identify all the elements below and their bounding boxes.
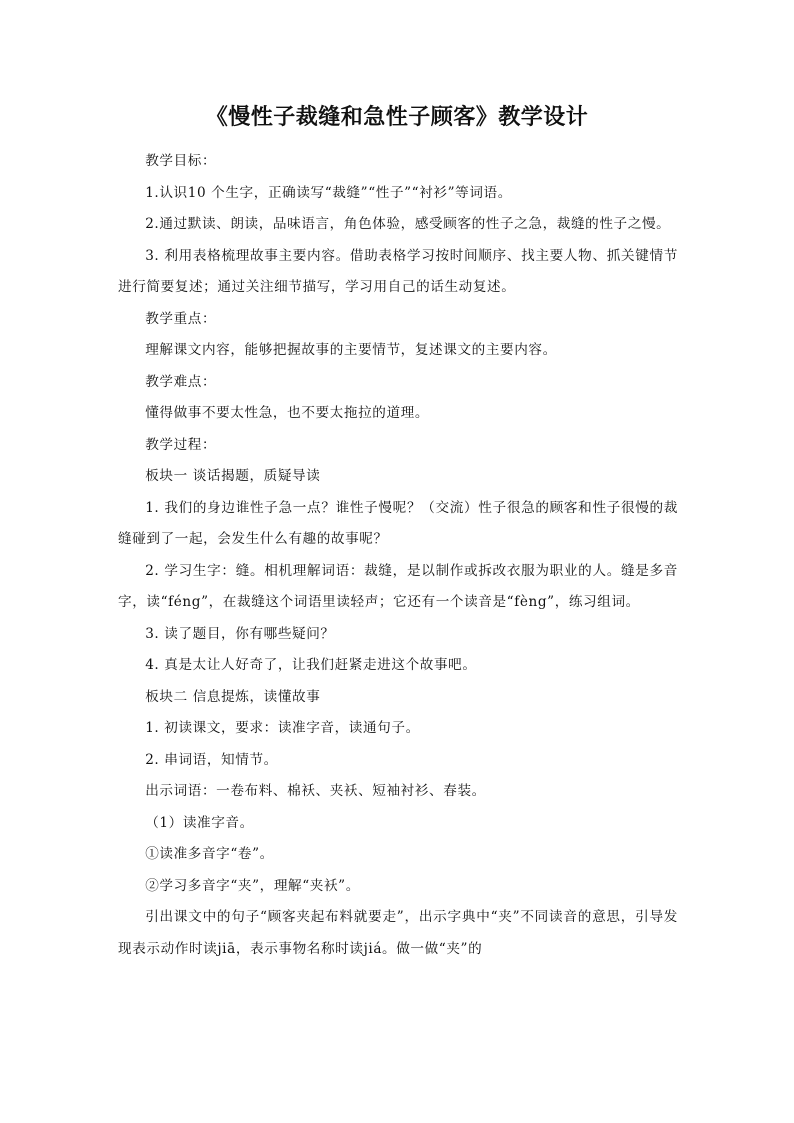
paragraph: 教学难点： bbox=[145, 373, 217, 390]
paragraph: 教学目标： bbox=[145, 153, 217, 169]
paragraph: 板块二 信息提炼，读懂故事 bbox=[145, 688, 321, 705]
paragraph: 2. 学习生字：缝。相机理解词语：裁缝，是以制作或拆改衣服为职业的人。缝是多音字，读“féng”，在裁缝这个词语里读轻声；它还有一个读音是“fèng”，练习组词。 bbox=[118, 562, 678, 610]
paragraph: （1）读准字音。 bbox=[145, 814, 254, 831]
paragraph: 出示词语：一卷布料、棉袄、夹袄、短袖衬衫、春装。 bbox=[145, 783, 486, 799]
paragraph: 教学过程： bbox=[145, 436, 217, 453]
paragraph: 教学重点： bbox=[145, 310, 217, 327]
paragraph: 3. 利用表格梳理故事主要内容。借助表格学习按时间顺序、找主要人物、抓关键情节进行简要复述；通过关注细节描写，学习用自己的话生动复述。 bbox=[118, 247, 678, 295]
paragraph: 2.通过默读、朗读，品味语言，角色体验，感受顾客的性子之急，裁缝的性子之慢。 bbox=[145, 216, 671, 232]
paragraph: 1. 我们的身边谁性子急一点？谁性子慢呢？（交流）性子很急的顾客和性子很慢的裁缝碰到了一起，会发生什么有趣的故事呢？ bbox=[118, 499, 678, 547]
paragraph: 2. 串词语，知情节。 bbox=[145, 751, 278, 768]
paragraph: 1.认识10 个生字，正确读写“裁缝”“性子”“衬衫”等词语。 bbox=[145, 184, 512, 201]
paragraph: 懂得做事不要太性急，也不要太拖拉的道理。 bbox=[145, 405, 430, 421]
paragraph: 引出课文中的句子“顾客夹起布料就要走”，出示字典中“夹”不同读音的意思，引导发现表示动作时读jiā，表示事物名称时读jiá。做一做“夹”的 bbox=[118, 909, 678, 957]
document-body bbox=[118, 146, 678, 965]
paragraph: 3. 读了题目，你有哪些疑问？ bbox=[145, 625, 335, 642]
paragraph: 4. 真是太让人好奇了，让我们赶紧走进这个故事吧。 bbox=[145, 657, 477, 673]
paragraph: 1. 初读课文，要求：读准字音，读通句子。 bbox=[145, 720, 420, 736]
document-title: 《慢性子裁缝和急性子顾客》教学设计 bbox=[205, 105, 589, 130]
paragraph: ①读准多音字“卷”。 bbox=[145, 846, 274, 862]
paragraph: 板块一 谈话揭题，质疑导读 bbox=[145, 468, 321, 484]
paragraph: ②学习多音字“夹”，理解“夹袄”。 bbox=[145, 877, 360, 894]
paragraph: 理解课文内容，能够把握故事的主要情节，复述课文的主要内容。 bbox=[145, 342, 557, 358]
